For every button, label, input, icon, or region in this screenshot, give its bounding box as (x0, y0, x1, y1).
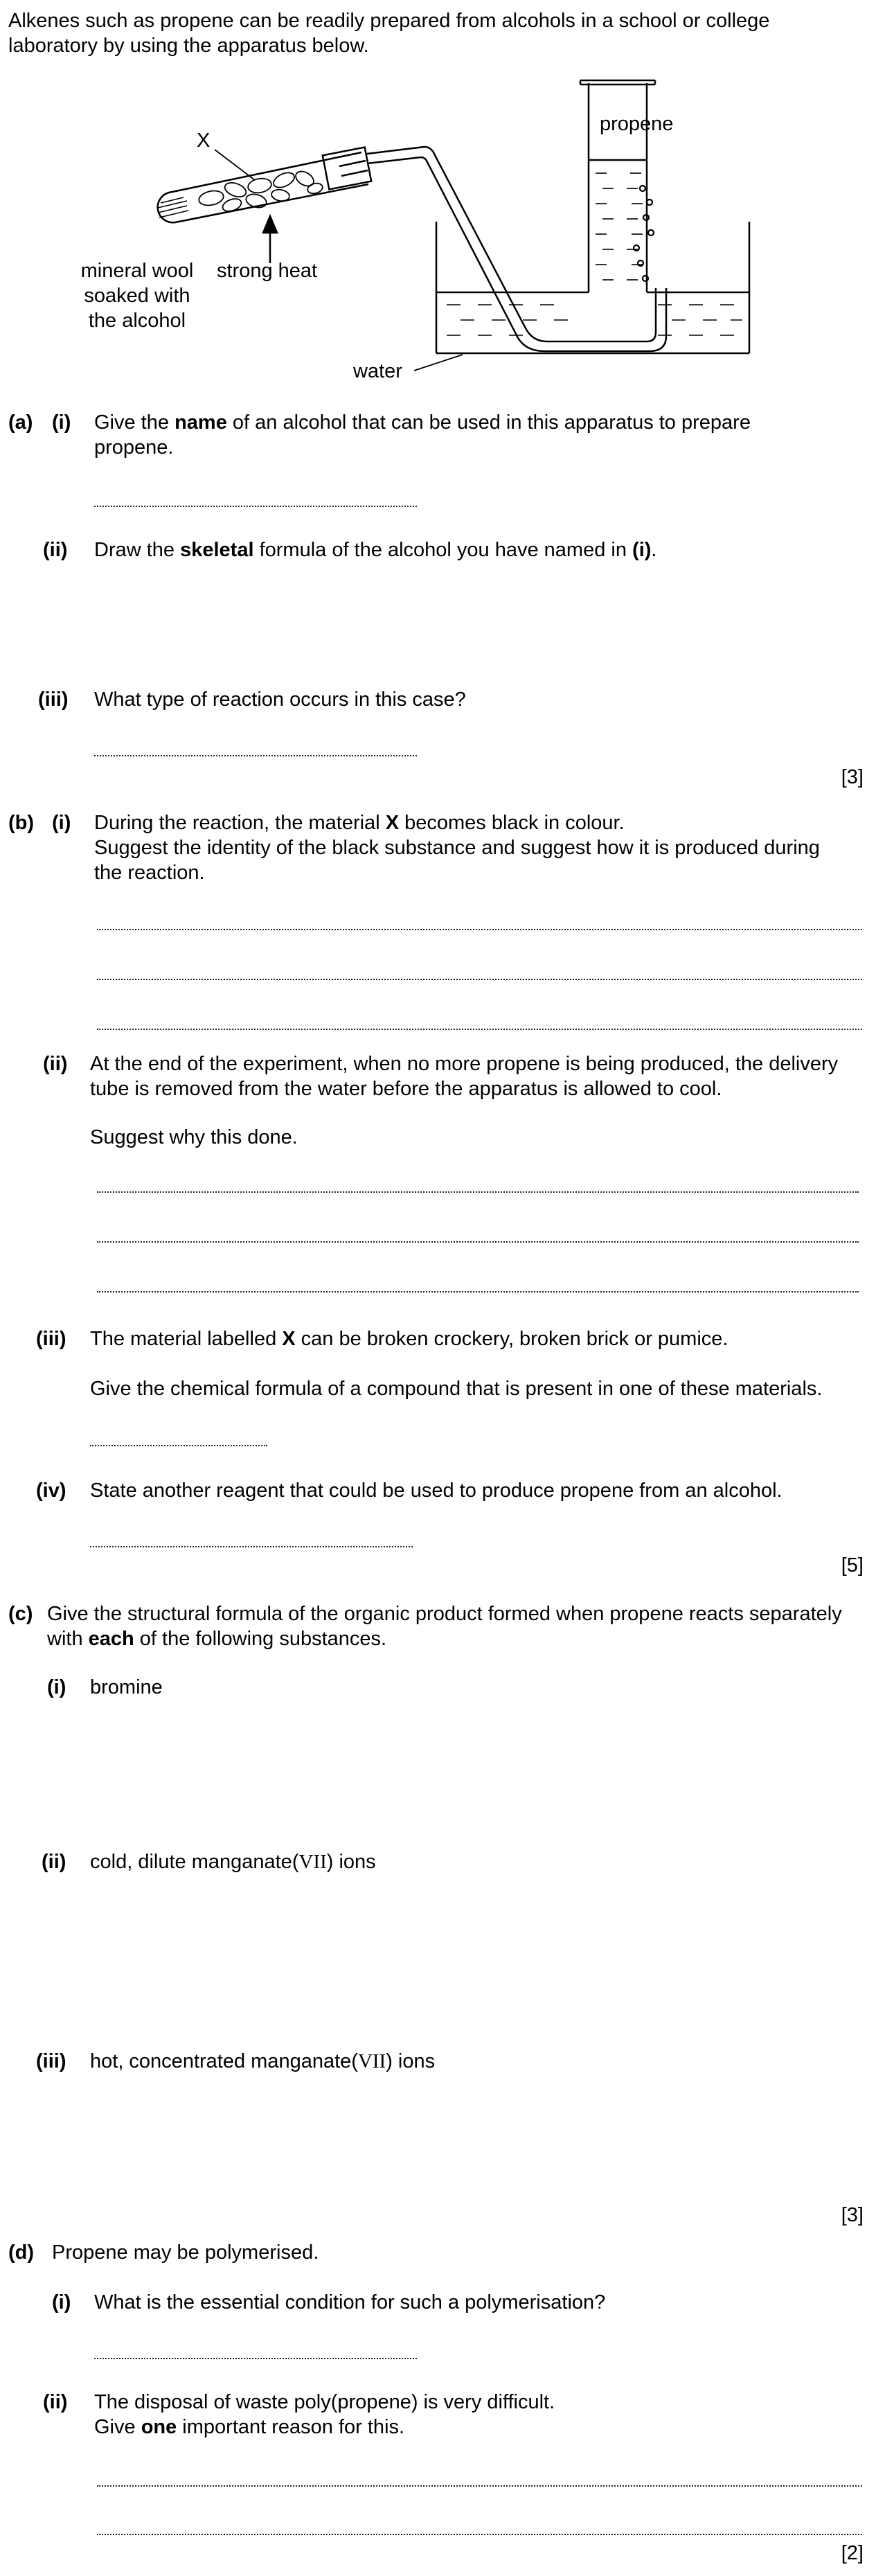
part-a-i-question: Give the name of an alcohol that can be used in this apparatus to prepare (94, 411, 751, 434)
answer-line-b-i-2[interactable] (97, 979, 862, 980)
intro-line-2: laboratory by using the apparatus below. (8, 35, 369, 57)
delivery-tube (367, 147, 666, 351)
mineral-wool (158, 197, 188, 217)
part-b-iii-line-2: Give the chemical formula of a compound that is present in one of these materials. (90, 1378, 823, 1400)
label-mineral-wool-2: soaked with (84, 285, 190, 307)
part-c-line-1: Give the structural formula of the organic product formed when propene reacts separately (47, 1603, 842, 1625)
part-d-text: Propene may be polymerised. (52, 2241, 319, 2264)
part-c-iii-num: (iii) (36, 2050, 66, 2072)
part-a-i-num: (i) (52, 411, 71, 434)
part-b-ii-num: (ii) (43, 1053, 68, 1075)
part-b-i-line-1: During the reaction, the material X becomes black in colour. (94, 812, 625, 834)
part-b-i-line-3: the reaction. (94, 862, 205, 884)
answer-area-c-iii[interactable] (90, 2085, 852, 2196)
part-b-iv-num: (iv) (36, 1480, 66, 1502)
answer-line-b-i-3[interactable] (97, 1029, 862, 1030)
label-mineral-wool-1: mineral wool (80, 260, 194, 282)
part-b-letter: (b) (8, 812, 35, 834)
answer-line-b-ii-3[interactable] (97, 1291, 859, 1293)
answer-line-b-iv[interactable] (90, 1546, 413, 1547)
part-a-letter: (a) (8, 411, 33, 434)
answer-line-d-ii-1[interactable] (97, 2485, 862, 2487)
part-a-ii-question: Draw the skeletal formula of the alcohol you have named in (i). (94, 539, 657, 561)
intro-line-1: Alkenes such as propene can be readily prepared from alcohols in a school or college (8, 10, 770, 32)
part-c-line-2: with each of the following substances. (47, 1628, 387, 1650)
part-c-i-text: bromine (90, 1676, 163, 1698)
water-trough (436, 222, 749, 353)
label-propene: propene (600, 113, 674, 135)
gas-jar-water-dashes (596, 173, 643, 280)
answer-line-b-iii[interactable] (90, 1445, 267, 1446)
part-c-i-num: (i) (47, 1676, 66, 1698)
part-d-i-num: (i) (52, 2291, 71, 2313)
part-c-marks: [3] (841, 2204, 864, 2226)
part-d-ii-num: (ii) (43, 2391, 68, 2413)
test-tube (158, 148, 372, 223)
x-leader-line (215, 150, 255, 180)
part-c-iii-text: hot, concentrated manganate(VII) ions (90, 2050, 436, 2072)
part-c-letter: (c) (8, 1603, 33, 1625)
part-a-ii-num: (ii) (43, 539, 68, 561)
answer-area-a-ii[interactable] (94, 568, 856, 672)
gas-bubbles (634, 186, 654, 281)
answer-area-c-i[interactable] (90, 1711, 852, 1836)
answer-line-b-i-1[interactable] (97, 929, 862, 930)
answer-line-a-i[interactable] (94, 506, 417, 507)
answer-line-b-ii-1[interactable] (97, 1191, 859, 1193)
part-b-iii-line-1: The material labelled X can be broken crockery, broken brick or pumice. (90, 1328, 728, 1350)
part-a-marks: [3] (841, 766, 864, 788)
apparatus-diagram (0, 69, 876, 395)
material-x-pieces (197, 168, 323, 213)
part-b-ii-line-3: Suggest why this done. (90, 1126, 298, 1148)
label-x: X (197, 130, 211, 152)
answer-area-c-ii[interactable] (90, 1884, 852, 2036)
part-b-marks: [5] (841, 1554, 864, 1576)
part-b-i-line-2: Suggest the identity of the black substance and suggest how it is produced during (94, 837, 820, 859)
label-water: water (353, 360, 402, 382)
answer-line-d-i[interactable] (94, 2358, 417, 2359)
part-b-ii-line-2: tube is removed from the water before the apparatus is allowed to cool. (90, 1078, 722, 1100)
part-b-ii-line-1: At the end of the experiment, when no more propene is being produced, the delivery (90, 1053, 839, 1075)
answer-line-a-iii[interactable] (94, 755, 417, 756)
part-d-letter: (d) (8, 2241, 35, 2264)
part-b-iii-num: (iii) (36, 1328, 66, 1350)
part-d-ii-line-2: Give one important reason for this. (94, 2416, 405, 2438)
part-a-iii-num: (iii) (38, 689, 69, 711)
answer-line-d-ii-2[interactable] (97, 2534, 862, 2535)
heat-arrow (263, 216, 277, 263)
answer-line-b-ii-2[interactable] (97, 1241, 859, 1243)
water-dashes (447, 305, 742, 335)
part-c-ii-num: (ii) (42, 1851, 66, 1873)
water-leader-line (414, 355, 463, 371)
label-mineral-wool-3: the alcohol (88, 310, 186, 332)
part-a-i-question-line-2: propene. (94, 436, 174, 459)
part-b-i-num: (i) (52, 812, 71, 834)
part-d-i-question: What is the essential condition for such a polymerisation? (94, 2291, 606, 2313)
label-strong-heat: strong heat (217, 260, 318, 282)
part-d-marks: [2] (841, 2542, 864, 2564)
part-a-iii-question: What type of reaction occurs in this case? (94, 689, 466, 711)
part-b-iv-question: State another reagent that could be used to produce propene from an alcohol. (90, 1480, 783, 1502)
part-c-ii-text: cold, dilute manganate(VII) ions (90, 1851, 376, 1873)
part-d-ii-line-1: The disposal of waste poly(propene) is very difficult. (94, 2391, 555, 2413)
